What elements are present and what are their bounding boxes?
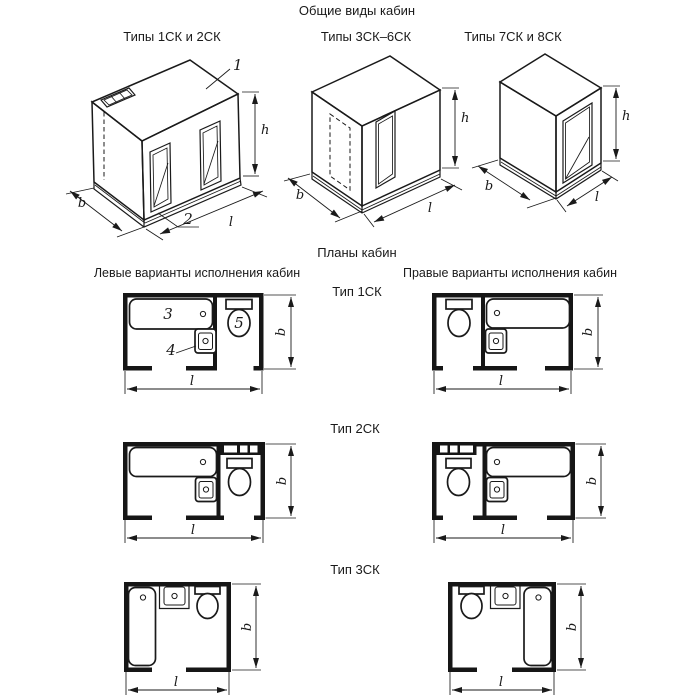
front-face [142, 94, 240, 220]
dim-label-b: b [240, 622, 255, 632]
hidden-door [330, 114, 350, 190]
dim-label-l: l [189, 374, 195, 389]
dim-label-h: h [461, 111, 470, 126]
dim-label-b: b [275, 476, 290, 486]
iso-view-types-1sk-2sk [66, 56, 269, 240]
iso-view-types-3sk-6sk [284, 56, 469, 227]
dim-label-b: b [274, 327, 289, 337]
plan-3sk-left [124, 582, 261, 695]
column-label-right-variants: Правые варианты исполнения кабин [402, 266, 618, 280]
toilet [459, 587, 484, 619]
vent-block [221, 442, 261, 455]
column-label-left-variants: Левые варианты исполнения кабин [93, 266, 301, 280]
dim-label-l: l [173, 675, 179, 690]
dim-label-l: l [498, 374, 504, 389]
plan-1sk-left [123, 293, 296, 394]
plan-3sk-right [448, 582, 586, 695]
toilet [446, 459, 471, 496]
row-label-type-2sk: Тип 2СК [330, 421, 380, 436]
washbasin [486, 329, 507, 353]
vent-block [437, 442, 477, 455]
plan-1sk-right [432, 293, 603, 394]
bathtub [130, 299, 213, 329]
figure-label-types-3sk-6sk: Типы 3СК–6СК [320, 29, 412, 44]
bathtub [487, 299, 570, 328]
toilet [227, 459, 252, 496]
dim-label-l: l [228, 215, 234, 230]
page-title: Общие виды кабин [298, 3, 416, 18]
figure-label-types-7sk-8sk: Типы 7СК и 8СК [464, 29, 562, 44]
callout-3: 3 [163, 305, 173, 323]
dim-label-b: b [295, 188, 305, 203]
door-opening [376, 111, 395, 188]
washbasin [165, 329, 216, 359]
figure-label-types-1sk-2sk: Типы 1СК и 2СК [123, 29, 221, 44]
callout-1: 1 [233, 56, 243, 74]
roof-face [92, 60, 238, 141]
callout-4: 4 [166, 341, 176, 359]
dim-label-l: l [427, 201, 433, 216]
bathtub [129, 588, 156, 666]
dim-label-l: l [190, 523, 196, 538]
washbasin [487, 478, 508, 502]
dim-label-b: b [565, 622, 580, 632]
dim-label-l: l [498, 675, 504, 690]
dim-label-b: b [77, 196, 87, 211]
callout-2: 2 [183, 210, 193, 228]
bathtub [130, 448, 217, 477]
row-label-type-3sk: Тип 3СК [330, 562, 380, 577]
dim-label-b: b [585, 476, 600, 486]
dim-label-h: h [622, 109, 631, 124]
washbasin-niche [160, 587, 190, 609]
plan-2sk-left [123, 442, 296, 543]
door-opening-2 [200, 121, 221, 190]
door-opening-1 [150, 143, 171, 212]
plans-section-title: Планы кабин [317, 245, 397, 260]
washbasin [196, 478, 217, 502]
iso-view-types-7sk-8sk [472, 54, 630, 212]
dim-label-l: l [594, 190, 600, 205]
bathtub [487, 448, 571, 477]
dim-label-h: h [261, 123, 270, 138]
dim-label-l: l [500, 523, 506, 538]
washbasin-niche [491, 587, 521, 609]
toilet [195, 587, 220, 619]
dim-label-b: b [484, 179, 494, 194]
plan-2sk-right [432, 442, 606, 543]
toilet [226, 300, 252, 337]
toilet [446, 300, 472, 337]
callout-5: 5 [234, 314, 244, 332]
row-label-type-1sk: Тип 1СК [332, 284, 382, 299]
bathtub [524, 588, 551, 666]
dim-label-b: b [581, 327, 596, 337]
